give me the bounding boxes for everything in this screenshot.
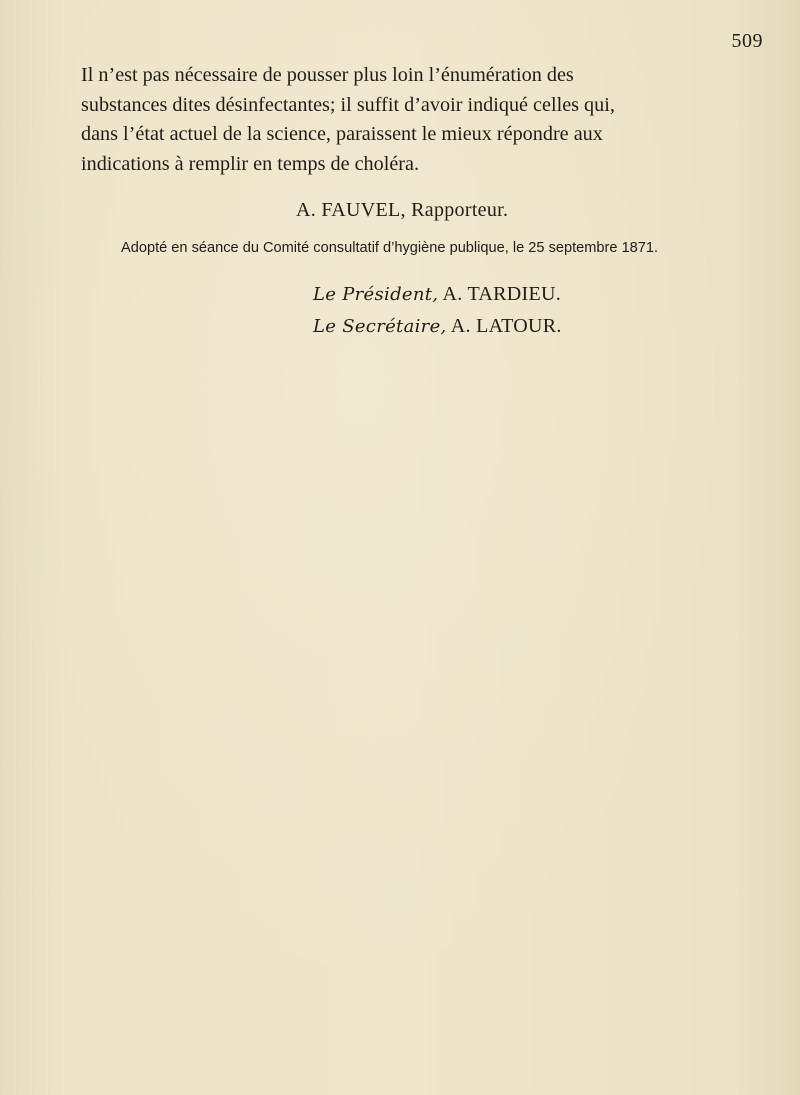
adoption-note: Adopté en séance du Comité consultatif d’hygiène publique, le 25 septembre 1871. <box>121 240 659 256</box>
secretary-name: A. LATOUR. <box>450 315 562 337</box>
body-paragraph <box>81 61 771 179</box>
president-signature <box>313 283 561 306</box>
secretary-role: Le Secrétaire, <box>313 316 447 337</box>
paragraph-line: Il n’est pas nécessaire de pousser plus loin l’énumération des <box>81 64 574 86</box>
president-name: A. TARDIEU. <box>442 283 562 305</box>
paragraph-line: substances dites désinfectantes; il suffit d’avoir indiqué celles qui, <box>81 93 615 116</box>
page-number: 509 <box>731 30 763 52</box>
president-role: Le Président, <box>313 284 439 305</box>
paragraph-line: dans l’état actuel de la science, paraissent le mieux répondre aux <box>81 123 603 146</box>
secretary-signature <box>313 315 562 338</box>
paragraph-line: indications à remplir en temps de choléra. <box>81 152 420 175</box>
rapporteur-signature: A. FAUVEL, Rapporteur. <box>296 199 509 221</box>
